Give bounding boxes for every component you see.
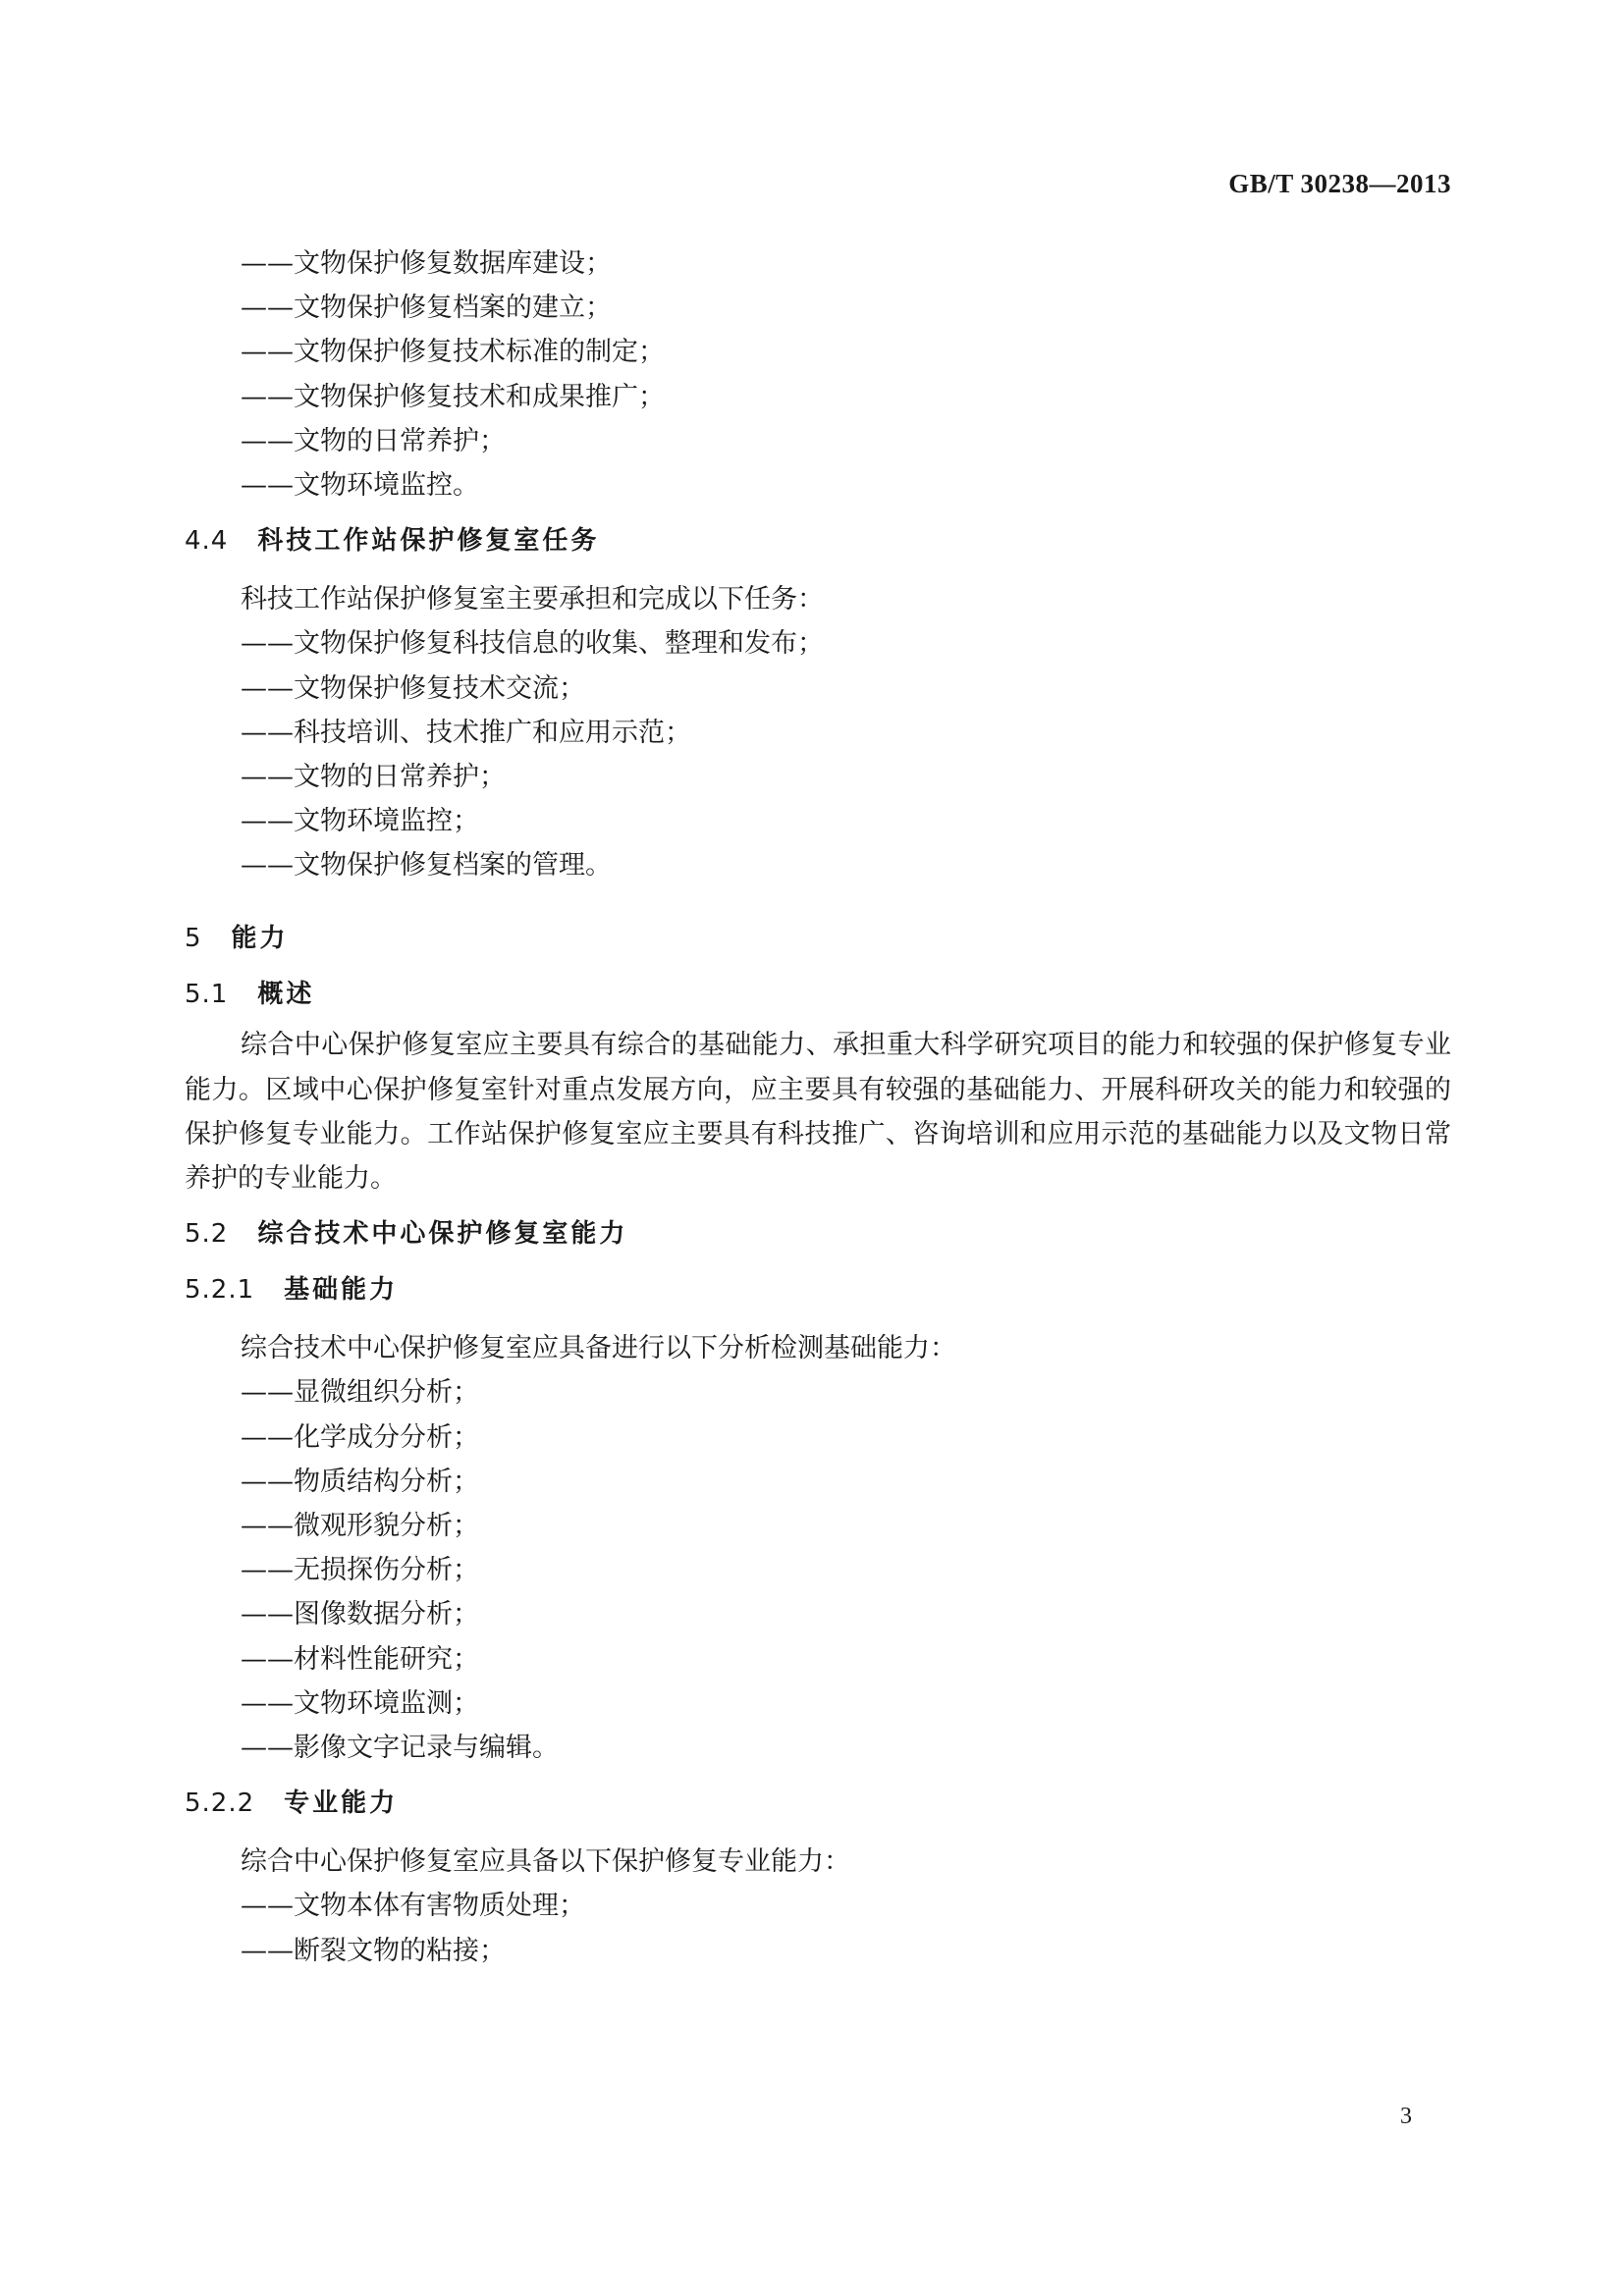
section-number: 5.1 bbox=[185, 980, 229, 1010]
section-heading-5-2-1 bbox=[185, 1268, 1451, 1312]
list-item: ——化学成分分析； bbox=[241, 1421, 479, 1453]
section-heading-5 bbox=[185, 917, 1451, 961]
section-paragraph: 综合中心保护修复室应主要具有综合的基础能力、承担重大科学研究项目的能力和较强的保护修复专业能力。区域中心保护修复室针对重点发展方向，应主要具有较强的基础能力、开展科研攻关的能力和较强的保护修复专业能力。工作站保护修复室应主要具有科技推广、咨询培训和应用示范的基础能力以及文物日常养护的专业能力。 bbox=[185, 1030, 1451, 1195]
list-item: ——文物的日常养护； bbox=[241, 761, 506, 792]
list-item: ——文物保护修复科技信息的收集、整理和发布； bbox=[241, 628, 824, 660]
list-item: ——物质结构分析； bbox=[241, 1466, 479, 1497]
list-item: ——显微组织分析； bbox=[241, 1377, 479, 1409]
section-heading-4-4 bbox=[185, 519, 1451, 563]
list-item: ——材料性能研究； bbox=[241, 1643, 479, 1675]
section-number: 4.4 bbox=[185, 526, 229, 557]
list-item: ——文物本体有害物质处理； bbox=[241, 1891, 585, 1922]
list-item: ——文物的日常养护； bbox=[241, 425, 506, 456]
list-item: ——文物保护修复技术和成果推广； bbox=[241, 381, 665, 412]
section-lead: 综合中心保护修复室应具备以下保护修复专业能力： bbox=[241, 1846, 850, 1878]
section-heading-5-2-2 bbox=[185, 1782, 1451, 1826]
list-item: ——文物保护修复数据库建设； bbox=[241, 248, 612, 279]
list-item: ——文物保护修复档案的管理。 bbox=[241, 850, 612, 881]
list-item: ——文物环境监测； bbox=[241, 1687, 479, 1719]
section-title: 综合技术中心保护修复室能力 bbox=[257, 1219, 628, 1250]
standard-number: GB/T 30238—2013 bbox=[1228, 169, 1451, 198]
section-number: 5.2 bbox=[185, 1219, 229, 1250]
section-title: 专业能力 bbox=[284, 1789, 399, 1819]
section-heading-5-2 bbox=[185, 1212, 1451, 1256]
section-heading-5-1 bbox=[185, 973, 1451, 1017]
list-item: ——文物保护修复技术交流； bbox=[241, 672, 585, 704]
page-number: 3 bbox=[1400, 2104, 1412, 2129]
section-lead: 综合技术中心保护修复室应具备进行以下分析检测基础能力： bbox=[241, 1333, 956, 1364]
section-number: 5 bbox=[185, 924, 202, 954]
list-item: ——图像数据分析； bbox=[241, 1599, 479, 1630]
section-title: 科技工作站保护修复室任务 bbox=[257, 526, 600, 557]
sec43-list bbox=[185, 241, 1451, 507]
section-title: 概述 bbox=[257, 980, 315, 1010]
section-title: 基础能力 bbox=[284, 1275, 399, 1306]
list-item: ——文物环境监控； bbox=[241, 806, 479, 837]
list-item: ——科技培训、技术推广和应用示范； bbox=[241, 717, 691, 748]
list-item: ——文物环境监控。 bbox=[241, 469, 479, 501]
list-item: ——文物保护修复技术标准的制定； bbox=[241, 337, 665, 368]
list-item: ——文物保护修复档案的建立； bbox=[241, 293, 612, 324]
list-item: ——影像文字记录与编辑。 bbox=[241, 1732, 559, 1763]
page-content bbox=[185, 241, 1451, 1973]
section-number: 5.2.2 bbox=[185, 1789, 255, 1819]
list-item: ——无损探伤分析； bbox=[241, 1555, 479, 1586]
list-item: ——微观形貌分析； bbox=[241, 1511, 479, 1541]
section-number: 5.2.1 bbox=[185, 1275, 255, 1306]
list-item: ——断裂文物的粘接； bbox=[241, 1935, 506, 1966]
section-lead: 科技工作站保护修复室主要承担和完成以下任务： bbox=[241, 584, 824, 615]
section-title: 能力 bbox=[231, 924, 289, 954]
